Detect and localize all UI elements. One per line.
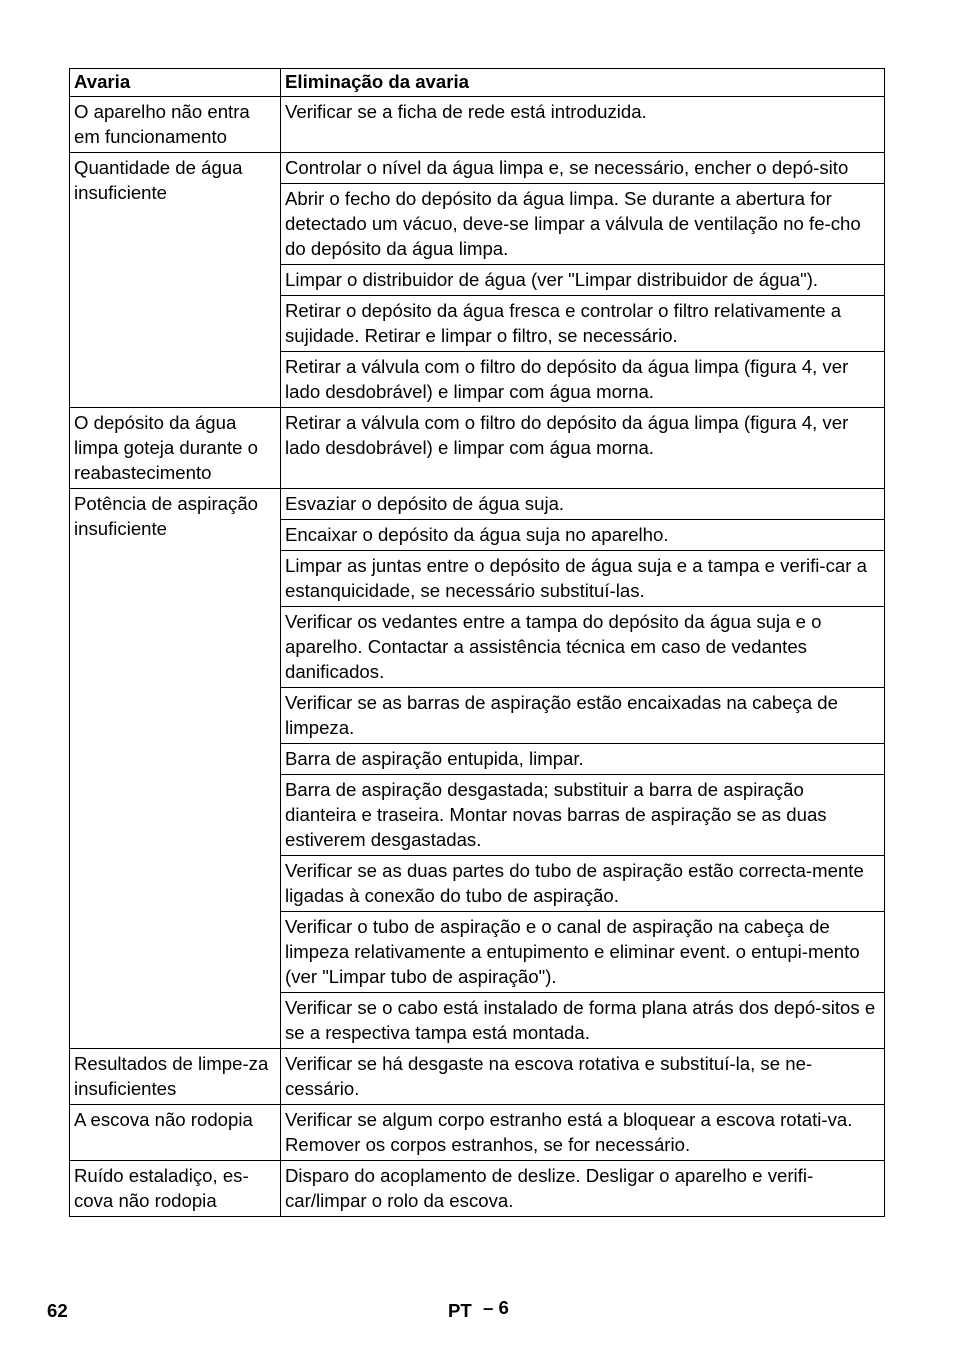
fault-cell: O depósito da água limpa goteja durante o reabastecimento — [70, 408, 281, 489]
table-row — [70, 489, 885, 520]
table-row — [70, 97, 885, 153]
page-number: 62 — [47, 1300, 68, 1321]
table-row — [70, 1049, 885, 1105]
header-remedy: Eliminação da avaria — [281, 69, 885, 97]
remedy-cell: Limpar o distribuidor de água (ver "Limpar distribuidor de água"). — [281, 265, 885, 296]
fault-cell: A escova não rodopia — [70, 1105, 281, 1161]
remedy-cell: Limpar as juntas entre o depósito de água suja e a tampa e verifi-car a estanquicidade, se necessário substituí-las. — [281, 551, 885, 607]
table-body — [70, 97, 885, 1217]
remedy-cell: Barra de aspiração entupida, limpar. — [281, 744, 885, 775]
table-row — [70, 1161, 885, 1217]
remedy-cell: Verificar se a ficha de rede está introduzida. — [281, 97, 885, 153]
remedy-cell: Abrir o fecho do depósito da água limpa. Se durante a abertura for detectado um vácuo, deve-se limpar a válvula de ventilação no fe-cho do depósito da água limpa. — [281, 184, 885, 265]
remedy-cell: Verificar os vedantes entre a tampa do depósito da água suja e o aparelho. Contactar a assistência técnica em caso de vedantes danificados. — [281, 607, 885, 688]
table-header-row — [70, 69, 885, 97]
remedy-cell: Verificar se algum corpo estranho está a bloquear a escova rotati-va. Remover os corpos estranhos, se for necessário. — [281, 1105, 885, 1161]
table-row — [70, 408, 885, 489]
section-page-number: – 6 — [483, 1297, 509, 1318]
remedy-cell: Esvaziar o depósito de água suja. — [281, 489, 885, 520]
fault-cell: Quantidade de água insuficiente — [70, 153, 281, 408]
remedy-cell: Barra de aspiração desgastada; substituir a barra de aspiração dianteira e traseira. Montar novas barras de aspiração se as duas estiverem desgastadas. — [281, 775, 885, 856]
fault-cell: O aparelho não entra em funcionamento — [70, 97, 281, 153]
fault-cell: Potência de aspiração insuficiente — [70, 489, 281, 1049]
remedy-cell: Verificar o tubo de aspiração e o canal de aspiração na cabeça de limpeza relativamente a entupimento e eliminar event. o entupi-mento (ver "Limpar tubo de aspiração"). — [281, 912, 885, 993]
remedy-cell: Verificar se as duas partes do tubo de aspiração estão correcta-mente ligadas à conexão do tubo de aspiração. — [281, 856, 885, 912]
remedy-cell: Verificar se as barras de aspiração estão encaixadas na cabeça de limpeza. — [281, 688, 885, 744]
remedy-cell: Encaixar o depósito da água suja no aparelho. — [281, 520, 885, 551]
remedy-cell: Controlar o nível da água limpa e, se necessário, encher o depó-sito — [281, 153, 885, 184]
remedy-cell: Disparo do acoplamento de deslize. Desligar o aparelho e verifi-car/limpar o rolo da escova. — [281, 1161, 885, 1217]
troubleshooting-table — [69, 68, 885, 1217]
remedy-cell: Retirar a válvula com o filtro do depósito da água limpa (figura 4, ver lado desdobrável) e limpar com água morna. — [281, 352, 885, 408]
table-row — [70, 1105, 885, 1161]
remedy-cell: Verificar se há desgaste na escova rotativa e substituí-la, se ne-cessário. — [281, 1049, 885, 1105]
fault-cell: Resultados de limpe-za insuficientes — [70, 1049, 281, 1105]
language-code: PT — [448, 1300, 472, 1321]
table-row — [70, 153, 885, 184]
remedy-cell: Retirar a válvula com o filtro do depósito da água limpa (figura 4, ver lado desdobrável) e limpar com água morna. — [281, 408, 885, 489]
remedy-cell: Retirar o depósito da água fresca e controlar o filtro relativamente a sujidade. Retirar e limpar o filtro, se necessário. — [281, 296, 885, 352]
fault-cell: Ruído estaladiço, es-cova não rodopia — [70, 1161, 281, 1217]
remedy-cell: Verificar se o cabo está instalado de forma plana atrás dos depó-sitos e se a respectiva tampa está montada. — [281, 993, 885, 1049]
header-fault: Avaria — [70, 69, 281, 97]
